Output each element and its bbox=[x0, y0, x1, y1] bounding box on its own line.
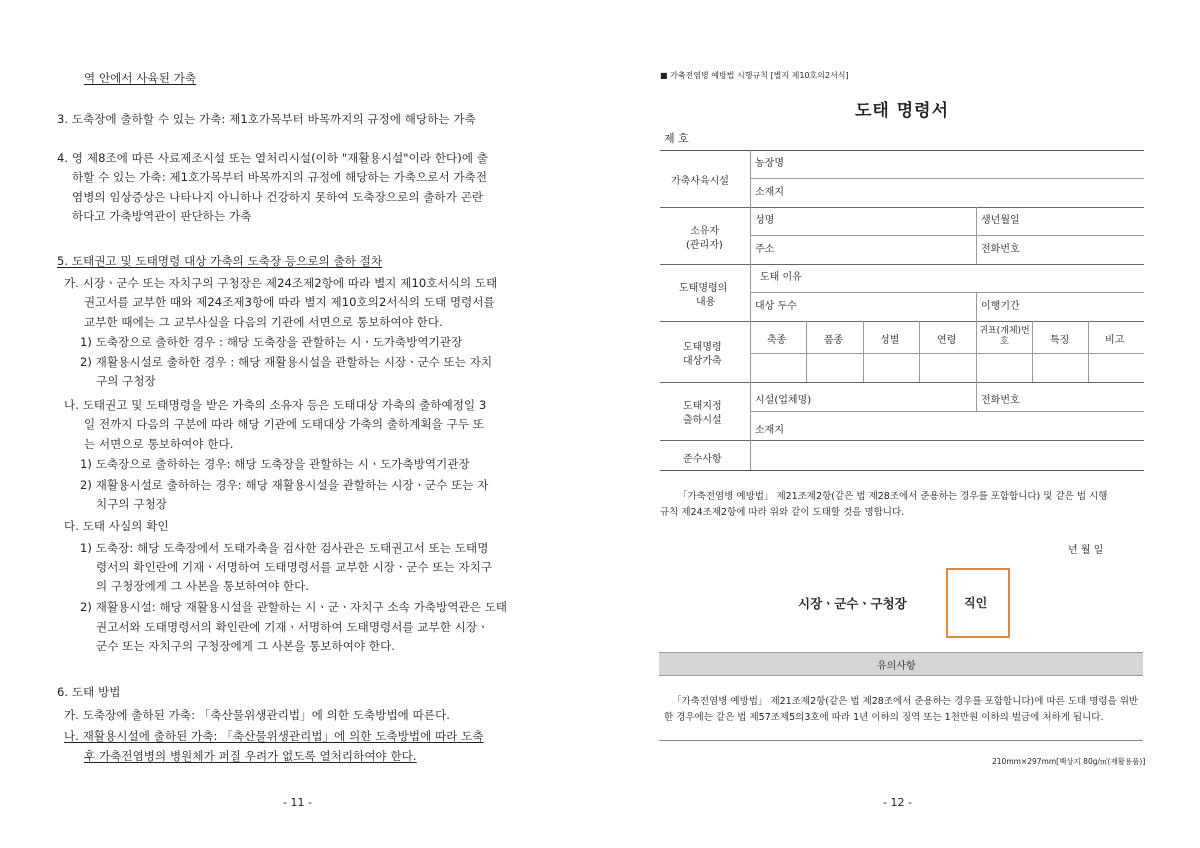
label-farm-name: 농장명 bbox=[755, 158, 784, 169]
text-line: 1) 도축장: 해당 도축장에서 도태가축을 검사한 검사관은 도태권고서 또는 도태명 bbox=[80, 541, 489, 555]
divider bbox=[659, 740, 1143, 741]
label-address: 주소 bbox=[755, 244, 775, 255]
text-line: 가. 도축장에 출하된 가축: 「축산물위생관리법」에 의한 도축방법에 따른다. bbox=[64, 708, 451, 722]
right-page bbox=[600, 0, 1200, 848]
text-line: 후 가축전염병의 병원체가 퍼질 우려가 없도록 열처리하여야 한다. bbox=[84, 749, 417, 763]
text-line: 령서의 확인란에 기재ㆍ서명하여 도태명령서를 교부한 시장ㆍ군수 또는 자치구 bbox=[96, 560, 493, 574]
text-line: 1) 도축장으로 출하한 경우 : 해당 도축장을 관할하는 시ㆍ도가축방역기관장 bbox=[80, 335, 463, 349]
text-line: 나. 도태권고 및 도태명령을 받은 가축의 소유자 등은 도태대상 가축의 출하예정일 3 bbox=[64, 398, 487, 412]
text-line: 3. 도축장에 출하할 수 있는 가축: 제1호가목부터 바목까지의 규정에 해당하는 가축 bbox=[57, 112, 476, 126]
col-ear-tag: 귀표(개체)번호 bbox=[979, 326, 1030, 347]
label-birth: 생년월일 bbox=[981, 215, 1020, 226]
text-line: 교부한 때에는 그 교부사실을 다음의 기관에 서면으로 통보하여야 한다. bbox=[84, 315, 443, 329]
text-line: 2) 재활용시설로 출하하는 경우: 해당 재활용시설을 관할하는 시장ㆍ군수 또는 자 bbox=[80, 478, 489, 492]
text-line: 다. 도태 사실의 확인 bbox=[64, 519, 169, 533]
col-sex: 성별 bbox=[880, 335, 900, 346]
label-owner-sub: (관리자) bbox=[686, 240, 723, 251]
statement-line: 「가축전염병 예방법」 제21조제2항(같은 법 제28조에서 준용하는 경우를 포함합니다) 및 같은 법 시행 bbox=[678, 491, 1108, 502]
text-line: 4. 영 제8조에 따른 사료제조시설 또는 열처리시설(이하 "재활용시설"이라 한다)에 출 bbox=[57, 151, 489, 165]
text-line: 하다고 가축방역관이 판단하는 가축 bbox=[72, 209, 252, 223]
label-owner: 소유자 bbox=[690, 226, 719, 237]
label-facility-location: 소재지 bbox=[755, 425, 784, 436]
text-line: 1) 도축장으로 출하하는 경우: 해당 도축장을 관할하는 시ㆍ도가축방역기관장 bbox=[80, 457, 470, 471]
label-facility-name: 시설(업체명) bbox=[755, 395, 812, 406]
text-line: 2) 재활용시설: 해당 재활용시설을 관할하는 시ㆍ군ㆍ자치구 소속 가축방역관은 도태 bbox=[80, 600, 508, 614]
stamp-label: 직인 bbox=[964, 596, 988, 610]
label-name: 성명 bbox=[755, 215, 775, 226]
label-deadline: 이행기간 bbox=[981, 301, 1020, 312]
label-compliance: 준수사항 bbox=[683, 454, 722, 465]
text-line: 는 서면으로 통보하여야 한다. bbox=[84, 437, 234, 451]
signer: 시장ㆍ군수ㆍ구청장 bbox=[798, 596, 907, 611]
notes-title: 유의사항 bbox=[877, 661, 916, 672]
label-order-content: 도태명령의 bbox=[679, 283, 728, 294]
text-line: 가. 시장ㆍ군수 또는 자치구의 구청장은 제24조제2항에 따라 별지 제10호서식의 도태 bbox=[64, 276, 498, 290]
note-line: 한 경우에는 같은 법 제57조제5의3호에 따라 1년 이하의 징역 또는 1천만원 이하의 벌금에 처하게 됩니다. bbox=[664, 712, 1104, 723]
text-line: 치구의 구청장 bbox=[96, 497, 168, 511]
text-line: 구의 구청장 bbox=[96, 374, 156, 388]
section-heading: 6. 도태 방법 bbox=[57, 685, 121, 699]
col-breed: 품종 bbox=[824, 335, 844, 346]
col-features: 특징 bbox=[1050, 335, 1070, 346]
label-designated: 도태지정 bbox=[683, 401, 722, 412]
date-line: 년 월 일 bbox=[1068, 545, 1104, 556]
label-designated-2: 출하시설 bbox=[683, 415, 722, 426]
label-count: 대상 두수 bbox=[755, 301, 797, 312]
text-line: 의 구청장에게 그 사본을 통보하여야 한다. bbox=[96, 579, 310, 593]
section-heading: 5. 도태권고 및 도태명령 대상 가축의 도축장 등으로의 출하 절차 bbox=[57, 254, 383, 268]
col-age: 연령 bbox=[937, 335, 957, 346]
text-line: 염병의 임상증상은 나타나지 아니하나 건강하지 못하여 도축장으로의 출하가 곤란 bbox=[72, 190, 484, 204]
label-target-2: 대상가축 bbox=[683, 356, 722, 367]
text-line: 권고서와 도태명령서의 확인란에 기재ㆍ서명하여 도태명령서를 교부한 시장ㆍ bbox=[96, 620, 489, 634]
label-reason: 도태 이유 bbox=[760, 272, 802, 283]
form-number-label: 제 호 bbox=[664, 132, 689, 145]
note-line: 「가축전염병 예방법」 제21조제2항(같은 법 제28조에서 준용하는 경우를 포함합니다)에 따른 도태 명령을 위반 bbox=[672, 696, 1139, 707]
text-line: 나. 재활용시설에 출하된 가축: 「축산물위생관리법」에 의한 도축방법에 따라 도축 bbox=[64, 729, 484, 743]
col-remarks: 비고 bbox=[1105, 335, 1125, 346]
page-number: - 11 - bbox=[283, 796, 312, 809]
page-number: - 12 - bbox=[883, 796, 912, 809]
text-line: 군수 또는 자치구의 구청장에게 그 사본을 통보하여야 한다. bbox=[96, 639, 396, 653]
text-line: 일 전까지 다음의 구분에 따라 해당 기관에 도태대상 가축의 출하계획을 구두 또 bbox=[84, 417, 484, 431]
label-phone: 전화번호 bbox=[981, 244, 1020, 255]
label-order-content-2: 내용 bbox=[696, 297, 716, 308]
label-location: 소재지 bbox=[755, 187, 784, 198]
paper-spec: 210mm×297mm[백상지 80g/㎡(재활용품)] bbox=[992, 757, 1146, 766]
statement-line: 규칙 제24조제2항에 따라 위와 같이 도태할 것을 명합니다. bbox=[660, 507, 905, 518]
form-header: ■ 가축전염병 예방법 시행규칙 [별지 제10호의2서식] bbox=[660, 71, 849, 80]
label-livestock-facility: 가축사육시설 bbox=[671, 176, 729, 187]
text-line: 역 안에서 사육된 가축 bbox=[84, 71, 197, 85]
text-line: 하할 수 있는 가축: 제1호가목부터 바목까지의 규정에 해당하는 가축으로서 가축전 bbox=[72, 170, 488, 184]
label-target: 도태명령 bbox=[683, 342, 722, 353]
col-species: 축종 bbox=[767, 335, 787, 346]
text-line: 권고서를 교부한 때와 제24조제3항에 따라 별지 제10호의2서식의 도태 명령서를 bbox=[84, 295, 495, 309]
label-facility-phone: 전화번호 bbox=[981, 395, 1020, 406]
page-title: 도태 명령서 bbox=[855, 101, 950, 121]
text-line: 2) 재활용시설로 출하한 경우 : 해당 재활용시설을 관할하는 시장ㆍ군수 또는 자치 bbox=[80, 355, 493, 369]
